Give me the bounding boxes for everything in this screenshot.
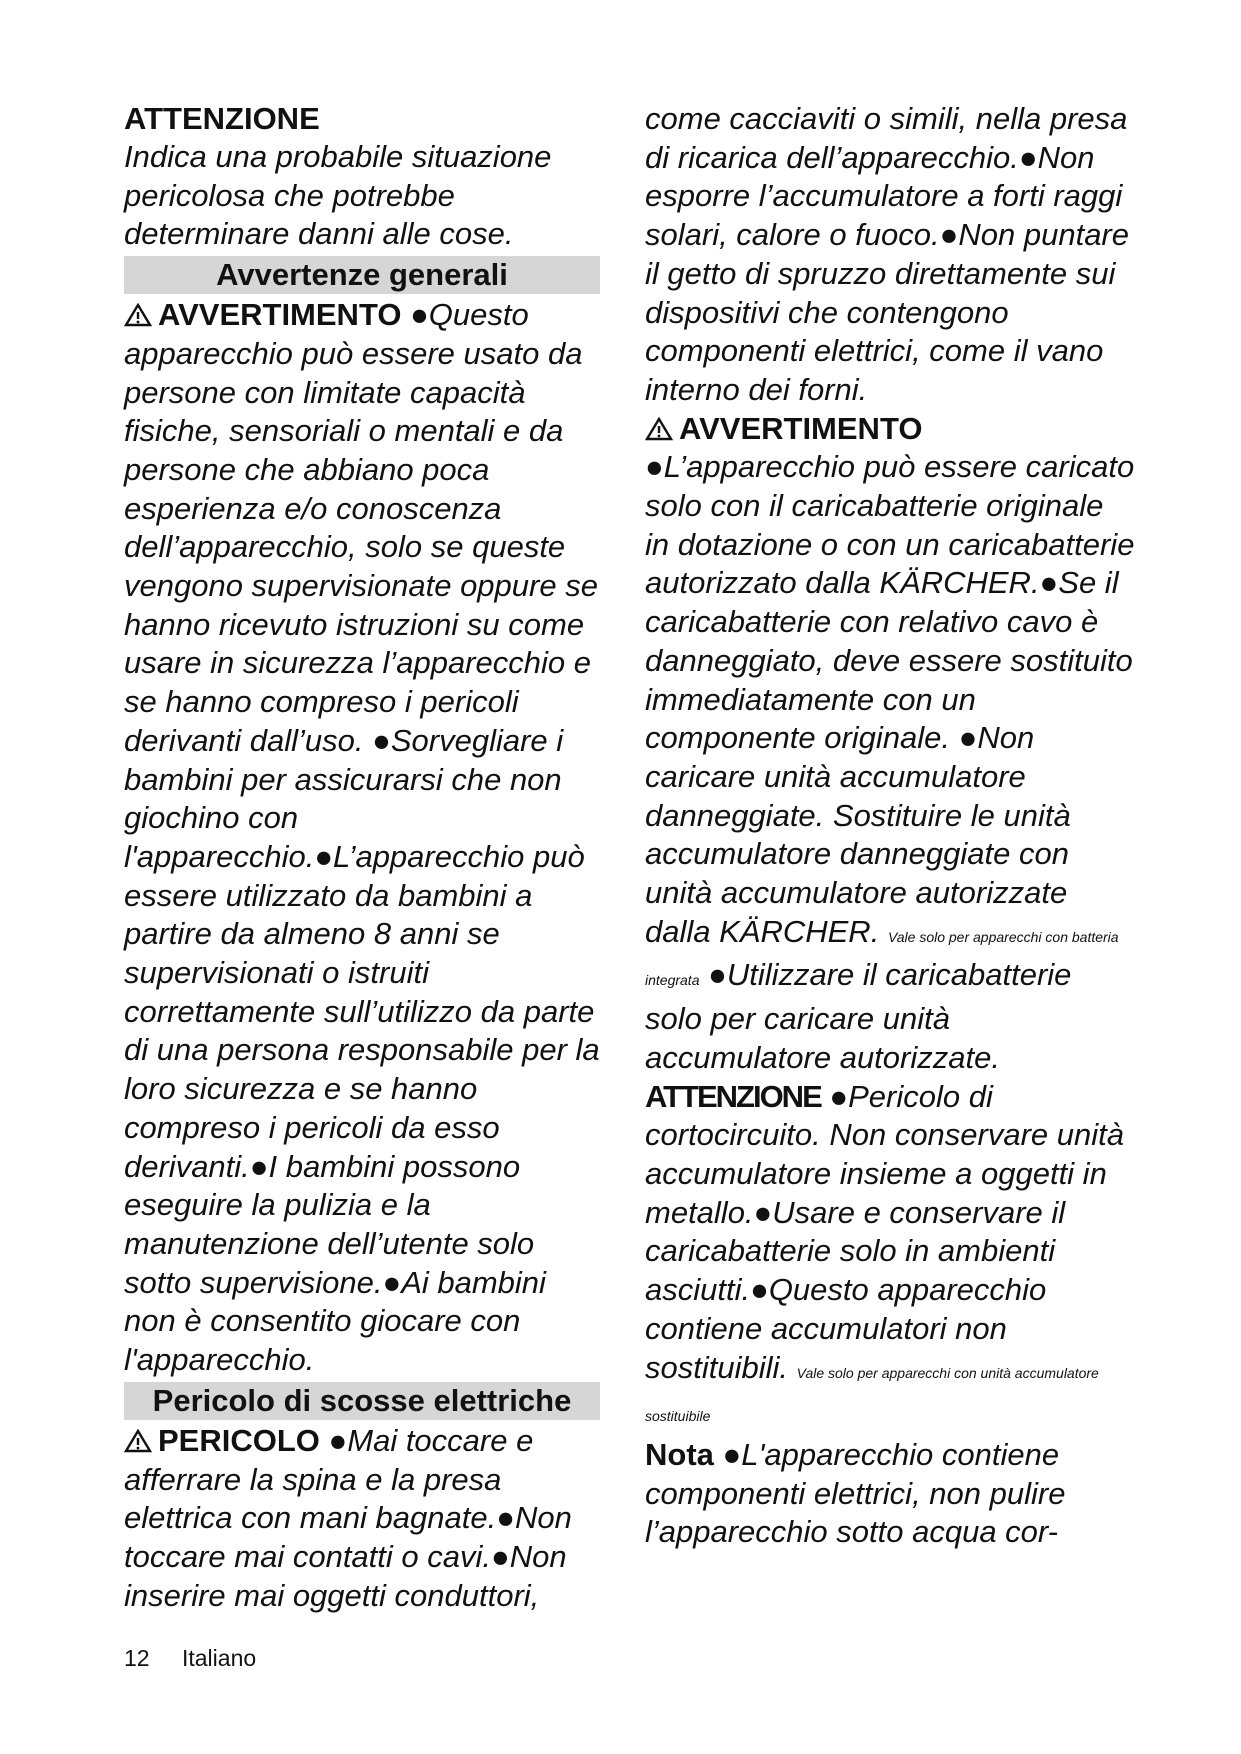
right-column [645,100,1135,1552]
page-footer [124,1645,282,1672]
charger-warning-block [645,410,1135,1078]
danger-label: PERICOLO [158,1422,320,1458]
page-number: 12 [124,1645,150,1671]
attention-block-2 [645,1078,1135,1436]
warning-label: AVVERTIMENTO [158,297,402,333]
footer-language: Italiano [181,1645,257,1671]
note-text: ●L'apparecchio contiene componenti elettrici, non pulire l’apparecchio sotto acqua cor- [645,1436,1066,1550]
warning-triangle-icon [124,303,152,327]
note-block [645,1436,1135,1552]
continued-text: come cacciaviti o simili, nella presa di ricarica dell’apparecchio.●Non esporre l’accumulatore a forti raggi solari, calore o fuoco.●Non puntare il getto di spruzzo direttamente sui dispositivi che contengono componenti elettrici, come il vano interno dei forni. [645,101,1129,407]
integrated-battery-note: Vale solo per apparecchi con batteria integrata [645,928,1119,989]
note-label: Nota [645,1436,714,1472]
attention-text: Indica una probabile situazione pericolosa che potrebbe determinare danni alle cose. [124,139,552,252]
warning-text: ●Questo apparecchio può essere usato da persone con limitate capacità fisiche, sensoriali o mentali e da persone che abbiano poca esperienza e/o conoscenza dell’apparecchio, solo se queste vengono supervisionate oppure se hanno ricevuto istruzioni su come usare in sicurezza l’apparecchio e se hanno compreso i pericoli derivanti dall’uso. ●Sorvegliare i bambini per assicurarsi che non giochino con l'apparecchio.●L’apparecchio può essere utilizzato da bambini a partire da almeno 8 anni se supervisionati o istruiti correttamente sull’utilizzo da parte di una persona responsabile per la loro sicurezza e se hanno compreso i pericoli da esso derivanti.●I bambini possono eseguire la pulizia e la manutenzione dell’utente solo sotto supervisione.●Ai bambini non è consentito giocare con l'apparecchio. [124,297,600,1378]
attention-label-2: ATTENZIONE [645,1078,821,1114]
section-heading-general-warnings: Avvertenze generali [124,256,600,294]
replaceable-battery-note: Vale solo per apparecchi con unità accumulatore sostituibile [645,1364,1099,1425]
attention-heading: ATTENZIONE [124,101,320,136]
danger-block [124,1422,600,1616]
warning-label: AVVERTIMENTO [679,410,923,446]
attention-text-2: ●Pericolo di cortocircuito. Non conservare unità accumulatore insieme a oggetti in metallo.●Usare e conservare il caricabatterie solo in ambienti asciutti.●Questo apparecchio contiene accumulatori non sostituibili. [645,1078,1125,1385]
left-column [124,100,600,1615]
danger-text: ●Mai toccare e afferrare la spina e la presa elettrica con mani bagnate.●Non toccare mai contatti o cavi.●Non inserire mai oggetti conduttori, [124,1422,572,1613]
section-heading-electric-shock: Pericolo di scosse elettriche [124,1382,600,1420]
danger-triangle-icon [124,1429,152,1453]
general-warning-block [124,296,600,1380]
warning-triangle-icon [645,417,673,441]
charger-warning-text: ●L’apparecchio può essere caricato solo con il caricabatterie originale in dotazione o con un caricabatterie autorizzato dalla KÄRCHER.●Se il caricabatterie con relativo cavo è danneggiato, deve essere sostituito immediatamente con un componente originale. ●Non caricare unità accumulatore danneggiate. Sostituire le unità accumulatore danneggiate con unità accumulatore autorizzate dalla KÄRCHER. [645,449,1135,949]
charger-warning-text-2: ●Utilizzare il caricabatterie solo per caricare unità accumulatore autorizzate. [645,957,1072,1075]
